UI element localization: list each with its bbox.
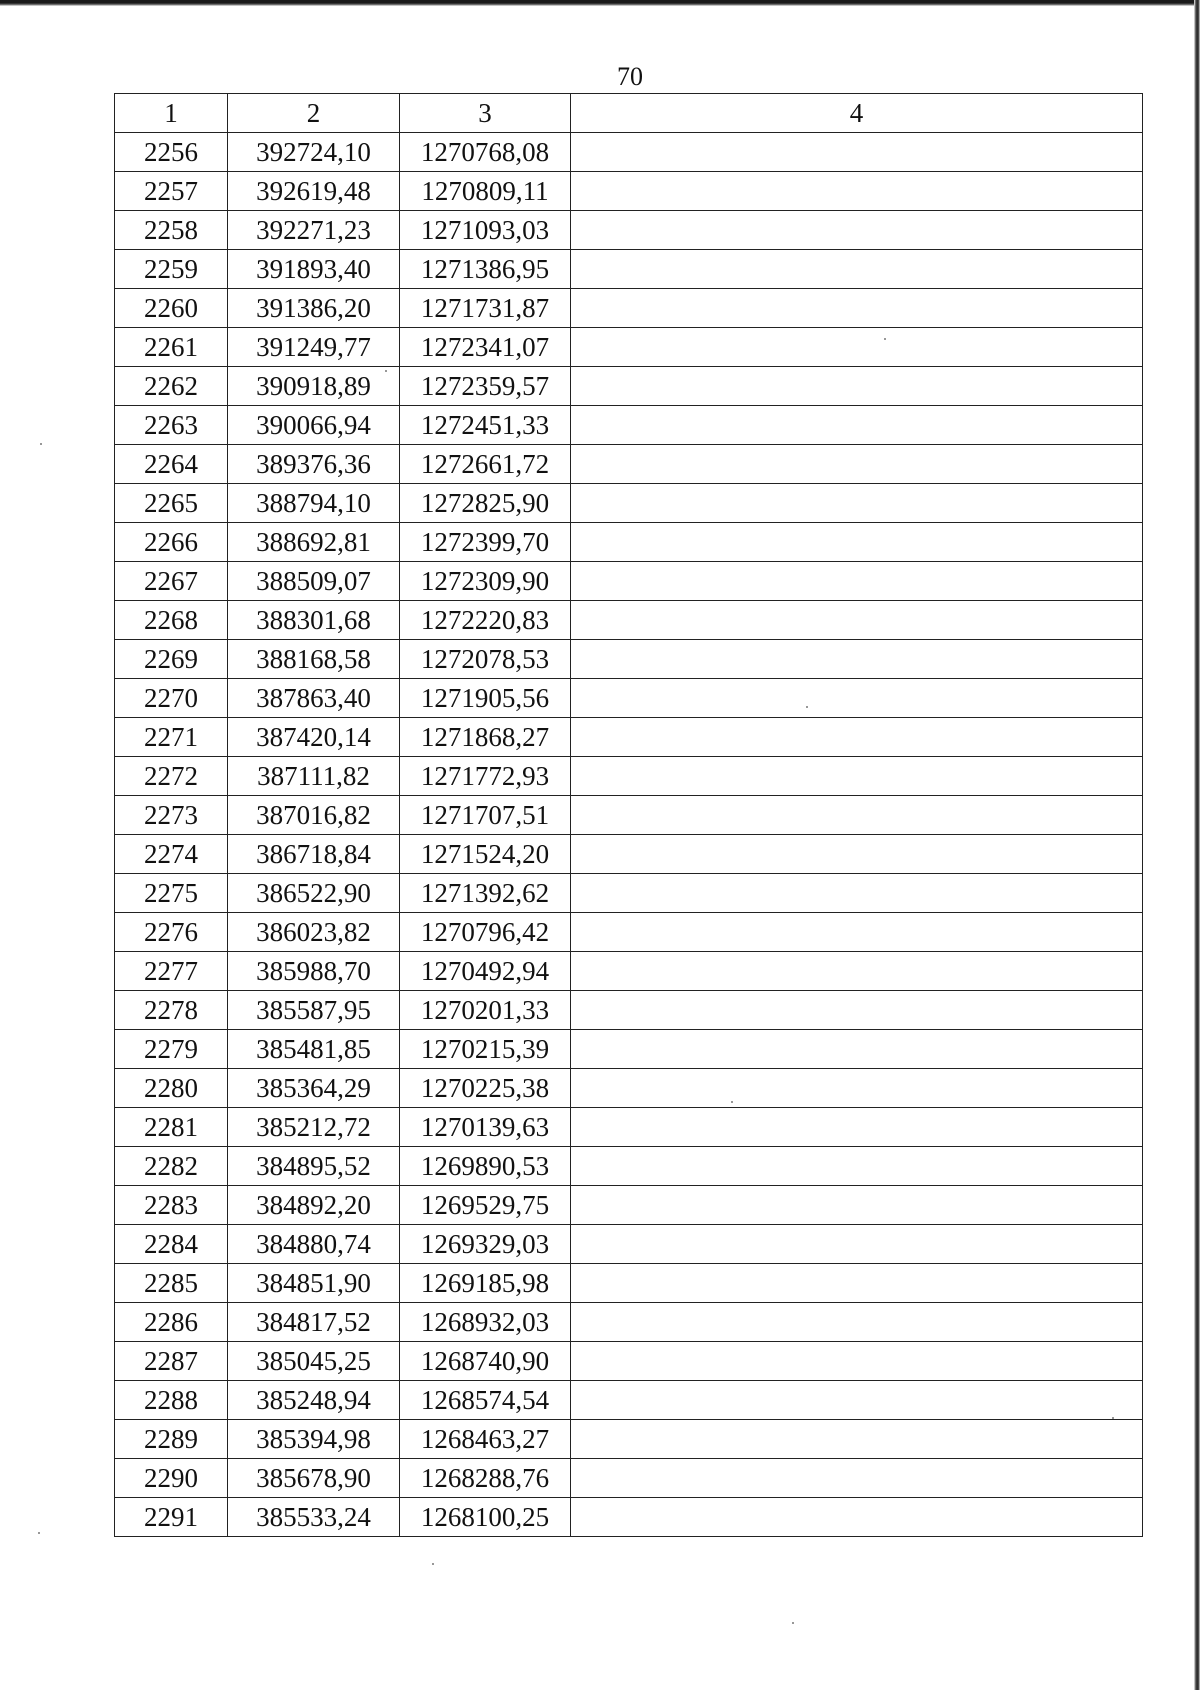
scan-speck (1112, 1417, 1114, 1419)
table-cell-col-1: 2279 (115, 1030, 228, 1069)
table-cell-col-2: 390918,89 (228, 367, 400, 406)
table-cell-col-4 (571, 211, 1143, 250)
scan-top-edge (0, 0, 1200, 6)
table-cell-col-1: 2267 (115, 562, 228, 601)
table-row (115, 1225, 1143, 1264)
table-cell-col-3: 1271524,20 (400, 835, 571, 874)
table-cell-col-1: 2268 (115, 601, 228, 640)
table-cell-col-4 (571, 913, 1143, 952)
table-cell-col-4 (571, 367, 1143, 406)
table-cell-col-1: 2289 (115, 1420, 228, 1459)
table-cell-col-3: 1272825,90 (400, 484, 571, 523)
table-cell-col-4 (571, 1186, 1143, 1225)
table-cell-col-2: 384892,20 (228, 1186, 400, 1225)
table-cell-col-2: 384851,90 (228, 1264, 400, 1303)
column-header-3: 3 (400, 94, 571, 133)
table-row (115, 562, 1143, 601)
table-row (115, 1381, 1143, 1420)
table-cell-col-2: 388301,68 (228, 601, 400, 640)
table-cell-col-3: 1269890,53 (400, 1147, 571, 1186)
table-cell-col-3: 1271905,56 (400, 679, 571, 718)
table-cell-col-3: 1272220,83 (400, 601, 571, 640)
table-body (115, 133, 1143, 1537)
table-cell-col-2: 388509,07 (228, 562, 400, 601)
table-cell-col-3: 1268288,76 (400, 1459, 571, 1498)
table-row (115, 1303, 1143, 1342)
table-row (115, 601, 1143, 640)
table-row (115, 1459, 1143, 1498)
scan-speck (40, 443, 42, 445)
scan-speck (432, 1563, 434, 1565)
table-cell-col-3: 1272078,53 (400, 640, 571, 679)
table-cell-col-4 (571, 1069, 1143, 1108)
table-row (115, 367, 1143, 406)
table-cell-col-4 (571, 289, 1143, 328)
table-cell-col-2: 385587,95 (228, 991, 400, 1030)
table-cell-col-4 (571, 991, 1143, 1030)
table-cell-col-1: 2291 (115, 1498, 228, 1537)
table-row (115, 757, 1143, 796)
table-row (115, 1420, 1143, 1459)
table-cell-col-1: 2260 (115, 289, 228, 328)
page-number: 70 (617, 62, 643, 91)
table-cell-col-1: 2272 (115, 757, 228, 796)
table-row (115, 445, 1143, 484)
table-cell-col-1: 2281 (115, 1108, 228, 1147)
scan-speck (792, 1622, 794, 1624)
column-header-2: 2 (228, 94, 400, 133)
table-cell-col-2: 385248,94 (228, 1381, 400, 1420)
table-cell-col-2: 386522,90 (228, 874, 400, 913)
table-row (115, 679, 1143, 718)
table-cell-col-1: 2275 (115, 874, 228, 913)
table-cell-col-4 (571, 445, 1143, 484)
table-row (115, 991, 1143, 1030)
table-cell-col-2: 385533,24 (228, 1498, 400, 1537)
table-cell-col-2: 388794,10 (228, 484, 400, 523)
table-row (115, 289, 1143, 328)
table-row (115, 406, 1143, 445)
table-cell-col-4 (571, 874, 1143, 913)
table-cell-col-3: 1270492,94 (400, 952, 571, 991)
table-cell-col-2: 388168,58 (228, 640, 400, 679)
table-cell-col-4 (571, 796, 1143, 835)
scan-speck (731, 1101, 733, 1103)
table-cell-col-3: 1271731,87 (400, 289, 571, 328)
table-cell-col-3: 1271093,03 (400, 211, 571, 250)
table-cell-col-3: 1270225,38 (400, 1069, 571, 1108)
table-cell-col-2: 391893,40 (228, 250, 400, 289)
table-cell-col-4 (571, 1459, 1143, 1498)
table-cell-col-1: 2270 (115, 679, 228, 718)
table-row (115, 523, 1143, 562)
table-cell-col-3: 1272661,72 (400, 445, 571, 484)
table-cell-col-3: 1268463,27 (400, 1420, 571, 1459)
table-cell-col-4 (571, 1264, 1143, 1303)
table-cell-col-4 (571, 757, 1143, 796)
table-cell-col-3: 1271868,27 (400, 718, 571, 757)
table-cell-col-1: 2256 (115, 133, 228, 172)
table-cell-col-2: 385394,98 (228, 1420, 400, 1459)
table-cell-col-1: 2262 (115, 367, 228, 406)
table-cell-col-4 (571, 250, 1143, 289)
table-cell-col-4 (571, 601, 1143, 640)
table-cell-col-1: 2290 (115, 1459, 228, 1498)
table-cell-col-1: 2288 (115, 1381, 228, 1420)
table-row (115, 718, 1143, 757)
table-row (115, 250, 1143, 289)
table-cell-col-2: 384817,52 (228, 1303, 400, 1342)
table-cell-col-4 (571, 1147, 1143, 1186)
table-cell-col-2: 385481,85 (228, 1030, 400, 1069)
table-cell-col-1: 2276 (115, 913, 228, 952)
table-cell-col-4 (571, 835, 1143, 874)
table-cell-col-4 (571, 133, 1143, 172)
table-cell-col-4 (571, 1108, 1143, 1147)
table-cell-col-2: 385364,29 (228, 1069, 400, 1108)
table-cell-col-1: 2285 (115, 1264, 228, 1303)
table-row (115, 1186, 1143, 1225)
table-cell-col-2: 388692,81 (228, 523, 400, 562)
table-cell-col-2: 386718,84 (228, 835, 400, 874)
table-row (115, 640, 1143, 679)
table-row (115, 1069, 1143, 1108)
table-cell-col-3: 1271386,95 (400, 250, 571, 289)
table-cell-col-2: 385678,90 (228, 1459, 400, 1498)
table-cell-col-2: 387016,82 (228, 796, 400, 835)
table-row (115, 1342, 1143, 1381)
table-cell-col-2: 384895,52 (228, 1147, 400, 1186)
table-cell-col-3: 1268574,54 (400, 1381, 571, 1420)
table-cell-col-1: 2261 (115, 328, 228, 367)
table-cell-col-4 (571, 328, 1143, 367)
table-cell-col-1: 2282 (115, 1147, 228, 1186)
table-row (115, 1108, 1143, 1147)
table-row (115, 211, 1143, 250)
table-cell-col-1: 2259 (115, 250, 228, 289)
table-cell-col-1: 2286 (115, 1303, 228, 1342)
table-cell-col-2: 387420,14 (228, 718, 400, 757)
table-cell-col-2: 390066,94 (228, 406, 400, 445)
table-row (115, 1030, 1143, 1069)
table-cell-col-1: 2257 (115, 172, 228, 211)
scan-speck (806, 706, 808, 708)
table-cell-col-4 (571, 1498, 1143, 1537)
table-cell-col-3: 1271707,51 (400, 796, 571, 835)
table-cell-col-4 (571, 1225, 1143, 1264)
table-row (115, 1498, 1143, 1537)
table-row (115, 796, 1143, 835)
table-cell-col-2: 391386,20 (228, 289, 400, 328)
table-row (115, 328, 1143, 367)
table-cell-col-3: 1268100,25 (400, 1498, 571, 1537)
table-cell-col-2: 385212,72 (228, 1108, 400, 1147)
scan-right-edge (1194, 0, 1200, 1690)
table-row (115, 133, 1143, 172)
table-cell-col-4 (571, 679, 1143, 718)
coordinates-table (114, 93, 1143, 1537)
table-cell-col-1: 2273 (115, 796, 228, 835)
table-row (115, 952, 1143, 991)
table-header-row (115, 94, 1143, 133)
table-cell-col-4 (571, 1303, 1143, 1342)
table-cell-col-4 (571, 523, 1143, 562)
table-cell-col-1: 2271 (115, 718, 228, 757)
table-cell-col-1: 2277 (115, 952, 228, 991)
table-cell-col-2: 389376,36 (228, 445, 400, 484)
table-cell-col-1: 2269 (115, 640, 228, 679)
table-cell-col-2: 392724,10 (228, 133, 400, 172)
table-cell-col-3: 1270139,63 (400, 1108, 571, 1147)
table-cell-col-3: 1272309,90 (400, 562, 571, 601)
table-cell-col-3: 1272359,57 (400, 367, 571, 406)
table-cell-col-1: 2278 (115, 991, 228, 1030)
table-cell-col-4 (571, 1342, 1143, 1381)
table-cell-col-2: 385045,25 (228, 1342, 400, 1381)
table-cell-col-2: 392619,48 (228, 172, 400, 211)
table-cell-col-4 (571, 1030, 1143, 1069)
table-cell-col-3: 1272451,33 (400, 406, 571, 445)
column-header-1: 1 (115, 94, 228, 133)
table-cell-col-1: 2258 (115, 211, 228, 250)
table-row (115, 874, 1143, 913)
table-cell-col-2: 387111,82 (228, 757, 400, 796)
table-cell-col-1: 2264 (115, 445, 228, 484)
table-cell-col-3: 1270809,11 (400, 172, 571, 211)
table-row (115, 835, 1143, 874)
table-cell-col-3: 1270796,42 (400, 913, 571, 952)
table-cell-col-2: 385988,70 (228, 952, 400, 991)
table-row (115, 484, 1143, 523)
table-cell-col-4 (571, 406, 1143, 445)
table-cell-col-1: 2265 (115, 484, 228, 523)
table-cell-col-3: 1268932,03 (400, 1303, 571, 1342)
table-cell-col-1: 2266 (115, 523, 228, 562)
table-cell-col-3: 1270215,39 (400, 1030, 571, 1069)
table-cell-col-3: 1269329,03 (400, 1225, 571, 1264)
table-cell-col-1: 2280 (115, 1069, 228, 1108)
column-header-4: 4 (571, 94, 1143, 133)
table-cell-col-4 (571, 172, 1143, 211)
table-cell-col-1: 2263 (115, 406, 228, 445)
table-row (115, 172, 1143, 211)
table-cell-col-2: 386023,82 (228, 913, 400, 952)
table-cell-col-3: 1268740,90 (400, 1342, 571, 1381)
table-cell-col-1: 2274 (115, 835, 228, 874)
table-cell-col-4 (571, 1381, 1143, 1420)
table-cell-col-4 (571, 562, 1143, 601)
scan-speck (884, 338, 886, 340)
table-cell-col-4 (571, 640, 1143, 679)
table-cell-col-1: 2287 (115, 1342, 228, 1381)
scan-speck (385, 370, 387, 372)
table-cell-col-3: 1270768,08 (400, 133, 571, 172)
table-cell-col-4 (571, 484, 1143, 523)
table-cell-col-4 (571, 952, 1143, 991)
table-cell-col-3: 1269185,98 (400, 1264, 571, 1303)
table-cell-col-4 (571, 1420, 1143, 1459)
table-cell-col-3: 1270201,33 (400, 991, 571, 1030)
table-cell-col-1: 2283 (115, 1186, 228, 1225)
table-cell-col-3: 1272399,70 (400, 523, 571, 562)
table-cell-col-1: 2284 (115, 1225, 228, 1264)
scan-speck (38, 1532, 40, 1534)
table-cell-col-2: 384880,74 (228, 1225, 400, 1264)
table-row (115, 913, 1143, 952)
table-cell-col-4 (571, 718, 1143, 757)
table-cell-col-2: 391249,77 (228, 328, 400, 367)
table-cell-col-3: 1272341,07 (400, 328, 571, 367)
table-row (115, 1264, 1143, 1303)
table-cell-col-2: 392271,23 (228, 211, 400, 250)
table-cell-col-3: 1271392,62 (400, 874, 571, 913)
table-cell-col-2: 387863,40 (228, 679, 400, 718)
table-cell-col-3: 1269529,75 (400, 1186, 571, 1225)
table-cell-col-3: 1271772,93 (400, 757, 571, 796)
table-row (115, 1147, 1143, 1186)
